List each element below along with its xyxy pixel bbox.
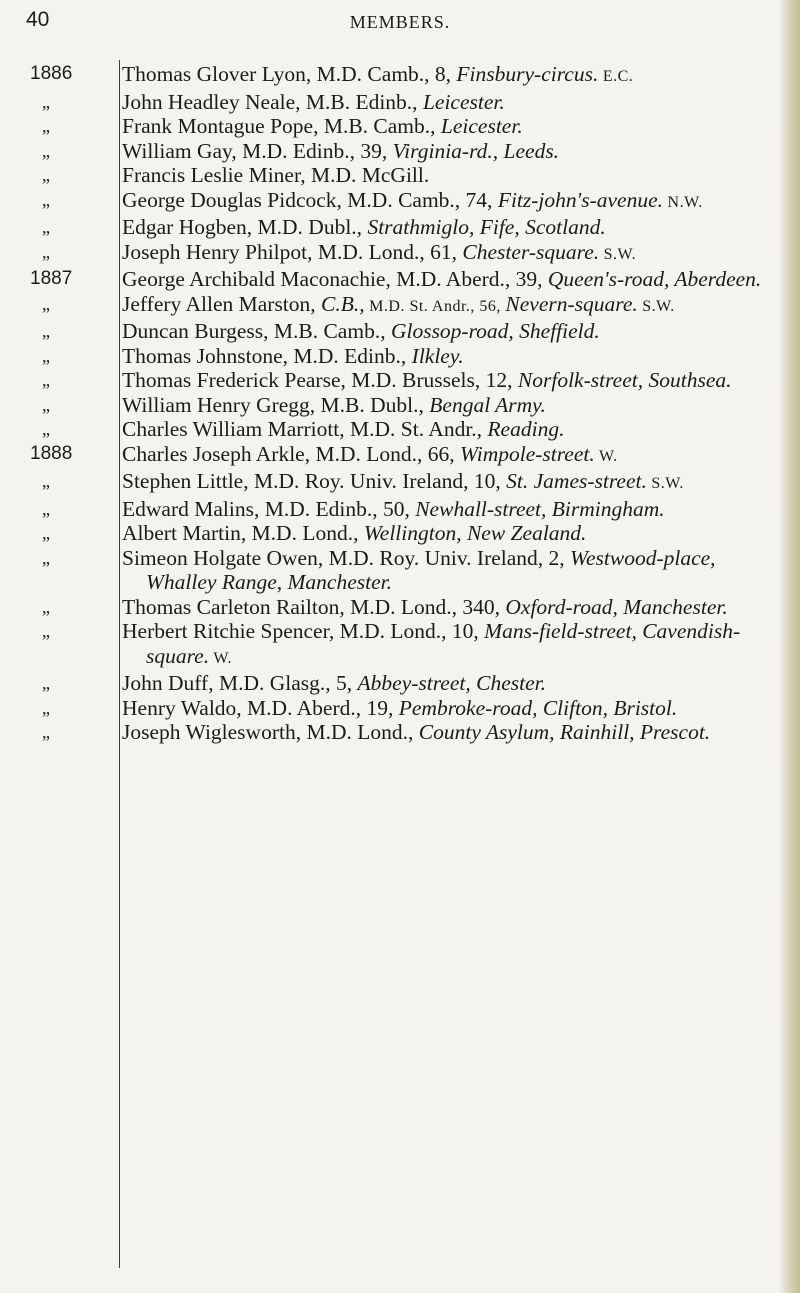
- entry-year: „: [42, 697, 50, 718]
- member-name: Edgar Hogben, M.D. Dubl.,: [122, 215, 368, 239]
- member-name: Herbert Ritchie Spencer, M.D. Lond., 10,: [122, 619, 485, 643]
- member-name: Charles Joseph Arkle, M.D. Lond., 66,: [122, 441, 460, 466]
- member-entry: [0, 442, 790, 470]
- entry-text: [122, 114, 774, 139]
- entry-text: [122, 417, 774, 442]
- entry-year: 1888: [30, 442, 73, 464]
- member-entry: [0, 696, 790, 721]
- member-address: Chester-square.: [462, 239, 600, 264]
- entry-year: „: [42, 321, 50, 341]
- member-name: Thomas Glover Lyon, M.D. Camb., 8,: [122, 62, 457, 86]
- entry-year: „: [42, 293, 50, 314]
- entry-text: [122, 497, 774, 522]
- member-entry: [0, 720, 790, 745]
- entry-year: „: [42, 140, 50, 161]
- entry-text: [122, 267, 774, 292]
- member-name: Thomas Carleton Railton, M.D. Lond., 340,: [122, 594, 506, 619]
- entry-text: [122, 240, 774, 268]
- entry-text: [122, 292, 774, 320]
- member-address: Nevern-square.: [505, 291, 638, 316]
- entry-year: „: [42, 116, 50, 136]
- postal-district: E.C.: [598, 68, 634, 85]
- entry-year: 1886: [30, 63, 73, 84]
- member-address: Reading.: [487, 417, 565, 441]
- entry-text: [122, 595, 774, 620]
- entry-year: 1887: [30, 268, 73, 289]
- member-address: St. James-street.: [506, 469, 647, 493]
- member-address: C.B.,: [321, 291, 365, 316]
- member-address: Fitz-john's-avenue.: [497, 187, 664, 212]
- member-name: Jeffery Allen Marston,: [122, 291, 322, 316]
- member-name: George Archibald Maconachie, M.D. Aberd., 39,: [122, 267, 548, 291]
- postal-district: S.W.: [599, 245, 637, 263]
- member-address: Queen's-road, Aberdeen.: [547, 267, 762, 291]
- member-address: Wimpole-street.: [460, 441, 595, 466]
- member-name: Thomas Johnstone, M.D. Edinb.,: [122, 343, 412, 368]
- member-entry: [0, 393, 790, 418]
- member-name: Duncan Burgess, M.B. Camb.,: [122, 319, 391, 343]
- member-address: Mans-field-street, Cavendish-square.: [146, 619, 741, 668]
- member-entry: [0, 521, 790, 546]
- entry-year: „: [42, 722, 50, 742]
- entry-text: [122, 619, 774, 671]
- member-name: Henry Waldo, M.D. Aberd., 19,: [122, 695, 399, 720]
- member-address: Ilkley.: [411, 343, 464, 368]
- entry-text: [122, 344, 774, 369]
- member-entry: [0, 267, 790, 292]
- entry-year: „: [42, 217, 50, 237]
- entry-text: [122, 90, 774, 115]
- entry-year: „: [42, 498, 50, 519]
- entry-year: „: [42, 547, 50, 568]
- entry-year: „: [42, 394, 50, 415]
- member-name: Thomas Frederick Pearse, M.D. Brussels, 12,: [122, 368, 518, 392]
- member-entry: [0, 497, 790, 522]
- entry-text: [122, 163, 774, 188]
- entry-text: [122, 469, 774, 497]
- member-list: [0, 62, 790, 745]
- entry-year: „: [42, 673, 50, 693]
- entry-text: [122, 139, 774, 164]
- member-entry: [0, 90, 790, 115]
- entry-year: „: [42, 241, 50, 262]
- entry-text: [122, 62, 774, 90]
- member-address: Virginia-rd., Leeds.: [392, 138, 560, 163]
- entry-year: „: [42, 621, 50, 641]
- entry-text: [122, 546, 774, 595]
- member-address: Finsbury-circus.: [456, 62, 599, 86]
- running-title: MEMBERS.: [349, 12, 451, 32]
- postal-district: S.W.: [637, 297, 675, 315]
- entry-text: [122, 671, 774, 696]
- member-address: Oxford-road, Manchester.: [505, 594, 728, 619]
- member-name: Francis Leslie Miner, M.D. McGill.: [122, 163, 430, 187]
- postal-district: W.: [209, 649, 232, 667]
- member-name: Albert Martin, M.D. Lond.,: [122, 521, 364, 545]
- entry-year: „: [42, 419, 50, 439]
- postal-district: N.W.: [663, 193, 703, 211]
- entry-year: „: [42, 165, 50, 185]
- entry-text: [122, 188, 774, 216]
- entry-year: „: [42, 345, 50, 366]
- member-name: Stephen Little, M.D. Roy. Univ. Ireland, 10,: [122, 469, 507, 493]
- member-name: Frank Montague Pope, M.B. Camb.,: [122, 114, 441, 138]
- member-address: Pembroke-road, Clifton, Bristol.: [398, 695, 678, 720]
- member-name: George Douglas Pidcock, M.D. Camb., 74,: [122, 187, 498, 212]
- member-address: Leicester.: [440, 114, 523, 138]
- member-entry: [0, 671, 790, 696]
- member-address: Abbey-street, Chester.: [357, 671, 546, 695]
- member-name: Simeon Holgate Owen, M.D. Roy. Univ. Ireland, 2,: [122, 545, 571, 570]
- page-number: 40: [26, 8, 50, 31]
- entry-text: [122, 696, 774, 721]
- entry-text: [122, 442, 774, 470]
- entry-text: [122, 319, 774, 344]
- postal-district: W.: [594, 447, 618, 465]
- member-entry: [0, 163, 790, 188]
- member-address: Westwood-place, Whalley Range, Manchester.: [146, 545, 716, 594]
- entry-text: [122, 720, 774, 745]
- entry-year: „: [42, 523, 50, 543]
- entry-year: „: [42, 370, 50, 390]
- member-entry: [0, 368, 790, 393]
- member-entry: [0, 215, 790, 240]
- entry-text: [122, 215, 774, 240]
- postal-district: M.D. St. Andr., 56,: [364, 297, 506, 315]
- member-entry: [0, 319, 790, 344]
- member-entry: [0, 62, 790, 90]
- member-entry: [0, 619, 790, 671]
- member-address: Newhall-street, Birmingham.: [415, 496, 665, 521]
- entry-year: „: [42, 91, 50, 112]
- page-header: [0, 8, 800, 38]
- member-entry: [0, 595, 790, 620]
- member-name: William Gay, M.D. Edinb., 39,: [122, 138, 393, 163]
- member-entry: [0, 344, 790, 369]
- member-name: William Henry Gregg, M.B. Dubl.,: [122, 392, 430, 417]
- member-address: Bengal Army.: [429, 392, 546, 417]
- member-entry: [0, 114, 790, 139]
- member-address: Leicester.: [422, 89, 505, 114]
- member-entry: [0, 139, 790, 164]
- member-address: Glossop-road, Sheffield.: [390, 319, 600, 343]
- member-entry: [0, 240, 790, 268]
- member-address: Wellington, New Zealand.: [363, 521, 587, 545]
- member-entry: [0, 188, 790, 216]
- member-address: Strathmiglo, Fife, Scotland.: [367, 215, 606, 239]
- member-name: John Headley Neale, M.B. Edinb.,: [122, 89, 423, 114]
- member-entry: [0, 292, 790, 320]
- member-entry: [0, 546, 790, 595]
- member-name: Edward Malins, M.D. Edinb., 50,: [122, 496, 416, 521]
- member-name: Joseph Wiglesworth, M.D. Lond.,: [122, 720, 419, 744]
- postal-district: S.W.: [646, 475, 684, 492]
- member-entry: [0, 469, 790, 497]
- entry-year: „: [42, 189, 50, 210]
- entry-year: „: [42, 596, 50, 617]
- entry-text: [122, 521, 774, 546]
- member-name: Joseph Henry Philpot, M.D. Lond., 61,: [122, 239, 463, 264]
- member-address: County Asylum, Rainhill, Prescot.: [418, 720, 711, 744]
- entry-text: [122, 393, 774, 418]
- member-entry: [0, 417, 790, 442]
- entry-year: „: [42, 471, 50, 491]
- member-name: Charles William Marriott, M.D. St. Andr.,: [122, 417, 488, 441]
- member-address: Norfolk-street, Southsea.: [517, 368, 732, 392]
- member-name: John Duff, M.D. Glasg., 5,: [122, 671, 358, 695]
- entry-text: [122, 368, 774, 393]
